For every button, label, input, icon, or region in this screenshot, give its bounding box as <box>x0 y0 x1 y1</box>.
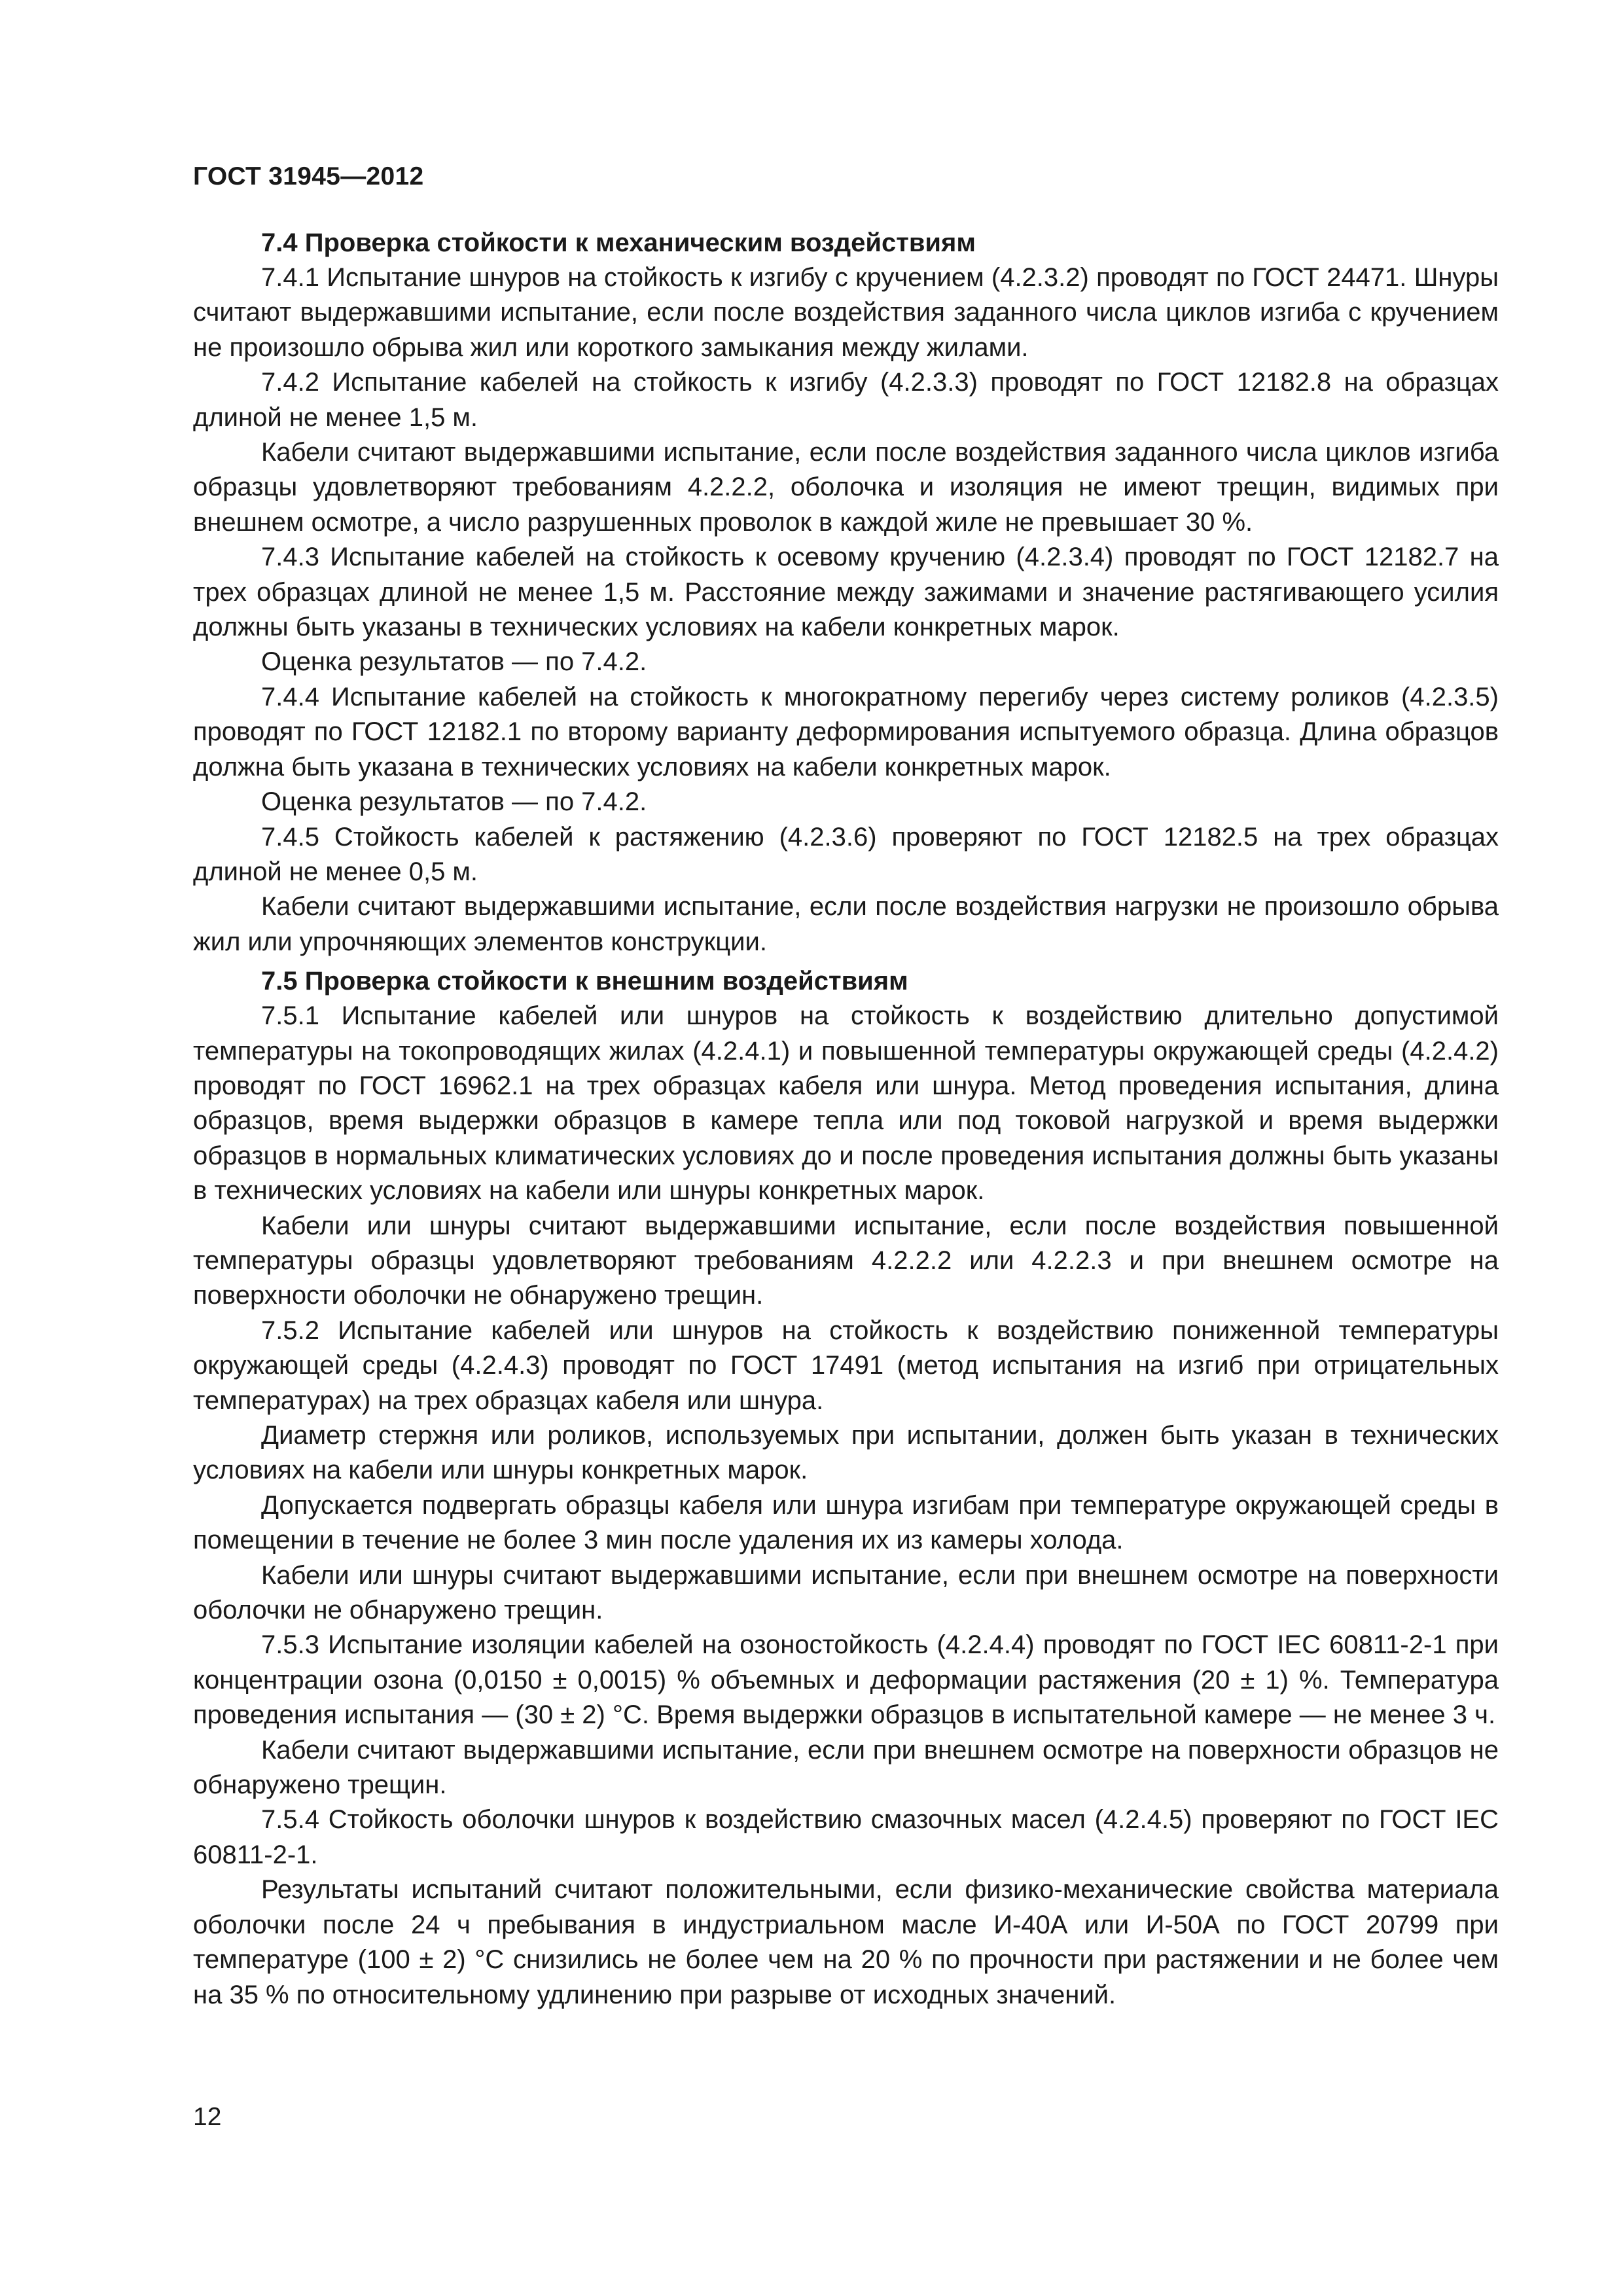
page-number: 12 <box>193 2103 222 2131</box>
paragraph: 7.5.4 Стойкость оболочки шнуров к воздействию смазочных масел (4.2.4.5) проверяют по ГОСТ IEC 60811-2-1. <box>193 1805 1499 1869</box>
paragraph: Оценка результатов — по 7.4.2. <box>261 647 647 677</box>
paragraph: 7.4.1 Испытание шнуров на стойкость к изгибу с кручением (4.2.3.2) проводят по ГОСТ 24471. Шнуры считают выдержавшими испытание, если после воздействия заданного числа циклов изгиба с кручением не произошло обрыва жил или короткого замыкания между жилами. <box>193 263 1499 362</box>
paragraph: Допускается подвергать образцы кабеля или шнура изгибам при температуре окружающей среды в помещении в течение не более 3 мин после удаления их из камеры холода. <box>193 1490 1499 1555</box>
paragraph: Диаметр стержня или роликов, используемых при испытании, должен быть указан в технических условиях на кабели или шнуры конкретных марок. <box>193 1421 1499 1485</box>
paragraph: Кабели считают выдержавшими испытание, если после воздействия заданного числа циклов изгиба образцы удовлетворяют требованиям 4.2.2.2, оболочка и изоляция не имеют трещин, видимых при внешнем осмотре, а число разрушенных проволок в каждой жиле не превышает 30 %. <box>193 438 1499 537</box>
paragraph: 7.4.3 Испытание кабелей на стойкость к осевому кручению (4.2.3.4) проводят по ГОСТ 12182.7 на трех образцах длиной не менее 1,5 м. Расстояние между зажимами и значение растягивающего усилия должны быть указаны в технических условиях на кабели конкретных марок. <box>193 543 1499 642</box>
document-body <box>193 225 1499 2013</box>
paragraph: 7.5.2 Испытание кабелей или шнуров на стойкость к воздействию пониженной температуры окружающей среды (4.2.4.3) проводят по ГОСТ 17491 (метод испытания на изгиб при отрицательных температурах) на трех образцах кабеля или шнура. <box>193 1316 1499 1415</box>
paragraph: 7.5.1 Испытание кабелей или шнуров на стойкость к воздействию длительно допустимой температуры на токопроводящих жилах (4.2.4.1) и повышенной температуры окружающей среды (4.2.4.2) проводят по ГОСТ 16962.1 на трех образцах кабеля или шнура. Метод проведения испытания, длина образцов, время выдержки образцов в камере тепла или под токовой нагрузкой и время выдержки образцов в нормальных климатических условиях до и после проведения испытания должны быть указаны в технических условиях на кабели или шнуры конкретных марок. <box>193 1001 1499 1206</box>
section-heading: 7.4 Проверка стойкости к механическим воздействиям <box>261 228 976 257</box>
section-heading: 7.5 Проверка стойкости к внешним воздействиям <box>261 967 908 996</box>
paragraph: Оценка результатов — по 7.4.2. <box>261 787 647 817</box>
paragraph: Кабели или шнуры считают выдержавшими испытание, если при внешнем осмотре на поверхности оболочки не обнаружено трещин. <box>193 1560 1499 1625</box>
paragraph: Кабели считают выдержавшими испытание, если при внешнем осмотре на поверхности образцов не обнаружено трещин. <box>193 1735 1499 1800</box>
paragraph: 7.4.5 Стойкость кабелей к растяжению (4.2.3.6) проверяют по ГОСТ 12182.5 на трех образцах длиной не менее 0,5 м. <box>193 822 1499 886</box>
document-code-header: ГОСТ 31945—2012 <box>193 162 424 190</box>
paragraph: Кабели или шнуры считают выдержавшими испытание, если после воздействия повышенной температуры образцы удовлетворяют требованиям 4.2.2.2 или 4.2.2.3 и при внешнем осмотре на поверхности оболочки не обнаружено трещин. <box>193 1211 1499 1310</box>
paragraph: Результаты испытаний считают положительными, если физико-механические свойства материала оболочки после 24 ч пребывания в индустриальном масле И-40А или И-50А по ГОСТ 20799 при температуре (100 ± 2) °С снизились не более чем на 20 % по прочности при растяжении и не более чем на 35 % по относительному удлинению при разрыве от исходных значений. <box>193 1875 1499 2009</box>
paragraph: 7.5.3 Испытание изоляции кабелей на озоностойкость (4.2.4.4) проводят по ГОСТ IEC 60811-2-1 при концентрации озона (0,0150 ± 0,0015) % объемных и деформации растяжения (20 ± 1) %. Температура проведения испытания — (30 ± 2) °С. Время выдержки образцов в испытательной камере — не менее 3 ч. <box>193 1630 1499 1730</box>
paragraph: Кабели считают выдержавшими испытание, если после воздействия нагрузки не произошло обрыва жил или упрочняющих элементов конструкции. <box>193 892 1499 956</box>
paragraph: 7.4.2 Испытание кабелей на стойкость к изгибу (4.2.3.3) проводят по ГОСТ 12182.8 на образцах длиной не менее 1,5 м. <box>193 368 1499 432</box>
paragraph: 7.4.4 Испытание кабелей на стойкость к многократному перегибу через систему роликов (4.2.3.5) проводят по ГОСТ 12182.1 по второму варианту деформирования испытуемого образца. Длина образцов должна быть указана в технических условиях на кабели конкретных марок. <box>193 682 1499 781</box>
